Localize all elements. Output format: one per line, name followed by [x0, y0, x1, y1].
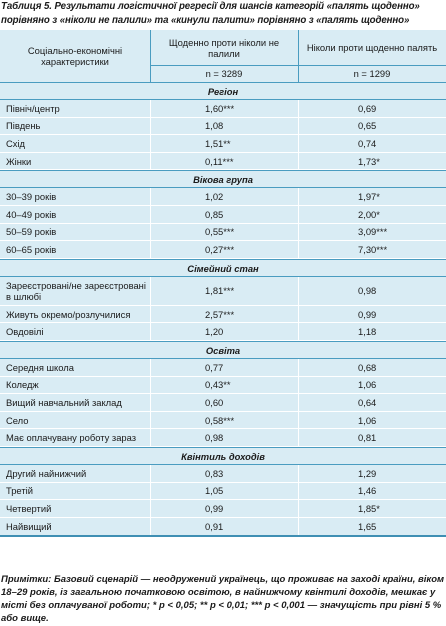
never-vs-daily-value: 0,68 [358, 361, 377, 373]
never-vs-daily-value: 1,65 [358, 520, 377, 532]
daily-vs-never-value: 0,83 [205, 467, 224, 479]
never-vs-daily-value: 0,98 [358, 285, 377, 297]
never-vs-daily-value: 3,09*** [358, 226, 388, 238]
table-row [0, 359, 446, 377]
never-vs-daily-value: 1,46 [358, 485, 377, 497]
table-row [0, 277, 446, 306]
daily-vs-never-value: 0,27*** [205, 243, 235, 255]
row-label: Має оплачувану роботу зараз [6, 432, 137, 444]
daily-vs-never-value: 1,20 [205, 326, 224, 338]
daily-vs-never-value: 1,02 [205, 191, 224, 203]
row-label: Середня школа [6, 361, 74, 373]
row-label: 40–49 років [6, 208, 57, 220]
daily-vs-never-value: 0,98 [205, 432, 224, 444]
never-vs-daily-value: 0,69 [358, 102, 377, 114]
daily-vs-never-value: 1,81*** [205, 285, 235, 297]
never-vs-daily-value: 1,97* [358, 191, 380, 203]
row-label: Живуть окремо/розлучилися [6, 308, 131, 320]
never-vs-daily-value: 1,73* [358, 155, 380, 167]
header-characteristics: Соціально-економічні характеристики [27, 45, 123, 67]
header-daily-vs-never-n: n = 3289 [150, 65, 298, 82]
table-row [0, 224, 446, 242]
row-label: Овдовілі [6, 326, 44, 338]
never-vs-daily-value: 0,99 [358, 308, 377, 320]
daily-vs-never-value: 1,05 [205, 485, 224, 497]
daily-vs-never-value: 0,11*** [205, 155, 234, 167]
daily-vs-never-value: 1,60*** [205, 102, 235, 114]
header-daily-vs-never-label: Щоденно проти ніколи не палили [168, 36, 280, 59]
section-heading: Освіта [0, 341, 446, 359]
never-vs-daily-value: 1,06 [358, 379, 377, 391]
table-title: Таблиця 5. Результати логістичної регресії для шансів категорій «палять щоденно» порівняно з «ніколи не палили» та «кинули палити» порівняно з «палять щоденно» [1, 1, 420, 26]
daily-vs-never-value: 0,99 [205, 502, 224, 514]
section-heading: Вікова група [0, 170, 446, 188]
table-header [0, 30, 446, 82]
never-vs-daily-value: 1,06 [358, 414, 377, 426]
row-label: Село [6, 414, 29, 426]
row-label: Схід [6, 137, 26, 149]
table-row [0, 118, 446, 136]
never-vs-daily-value: 1,18 [358, 326, 377, 338]
header-never-vs-daily-n: n = 1299 [298, 65, 446, 82]
table-row [0, 500, 446, 518]
daily-vs-never-value: 0,58*** [205, 414, 235, 426]
daily-vs-never-value: 0,55*** [205, 226, 235, 238]
daily-vs-never-value: 0,77 [205, 361, 224, 373]
table-row [0, 100, 446, 118]
row-label: Вищий навчальний заклад [6, 396, 122, 408]
never-vs-daily-value: 7,30*** [358, 243, 388, 255]
section-heading: Сімейний стан [0, 259, 446, 277]
never-vs-daily-value: 1,85* [358, 502, 380, 514]
daily-vs-never-value: 0,60 [205, 396, 224, 408]
row-label: Коледж [6, 379, 39, 391]
row-label: Третій [6, 485, 33, 497]
row-label: Другий найнижчий [6, 467, 87, 479]
section-heading: Регіон [0, 82, 446, 100]
daily-vs-never-value: 1,08 [205, 120, 224, 132]
table-row [0, 306, 446, 324]
row-label: Північ/центр [6, 102, 60, 114]
never-vs-daily-value: 2,00* [358, 208, 380, 220]
never-vs-daily-value: 0,64 [358, 396, 377, 408]
table-row [0, 188, 446, 206]
daily-vs-never-value: 0,91 [205, 520, 224, 532]
row-label: Південь [6, 120, 41, 132]
never-vs-daily-value: 0,74 [358, 137, 377, 149]
daily-vs-never-value: 0,43** [205, 379, 231, 391]
table-row [0, 377, 446, 395]
never-vs-daily-value: 1,29 [358, 467, 377, 479]
row-label: 30–39 років [6, 191, 57, 203]
table-row [0, 412, 446, 430]
row-label: Зареєстровані/не зареєстровані в шлюбі [6, 279, 146, 302]
table-row [0, 135, 446, 153]
header-never-vs-daily [298, 30, 446, 82]
table-row [0, 465, 446, 483]
table-note: Примітки: Базовий сценарій — неодружений українець, що проживає на заході країни, віком 18–29 років, із загальною початковою освітою, в найнижчому квінтилі доходів, мешкає у місті без оплачуваної роботи; * p < 0,05; ** p < 0,01; *** p < 0,001 — значущість при рівні 5 % або вище. [1, 574, 445, 624]
section-heading: Квінтиль доходів [0, 447, 446, 465]
table-row [0, 323, 446, 341]
table-row [0, 394, 446, 412]
row-label: Четвертий [6, 502, 52, 514]
row-label: Найвищий [6, 520, 52, 532]
regression-table [0, 30, 446, 537]
table-row [0, 483, 446, 501]
table-row [0, 206, 446, 224]
table-body [0, 82, 446, 535]
table-row [0, 241, 446, 259]
table-row [0, 429, 446, 447]
never-vs-daily-value: 0,65 [358, 120, 377, 132]
daily-vs-never-value: 1,51** [205, 137, 231, 149]
daily-vs-never-value: 0,85 [205, 208, 224, 220]
never-vs-daily-value: 0,81 [358, 432, 377, 444]
table-row [0, 518, 446, 536]
table-row [0, 153, 446, 171]
header-never-vs-daily-label: Ніколи проти щоденно палять [306, 42, 438, 53]
daily-vs-never-value: 2,57*** [205, 308, 235, 320]
row-label: 60–65 років [6, 243, 57, 255]
row-label: 50–59 років [6, 226, 57, 238]
row-label: Жінки [6, 155, 32, 167]
header-daily-vs-never [150, 30, 298, 82]
